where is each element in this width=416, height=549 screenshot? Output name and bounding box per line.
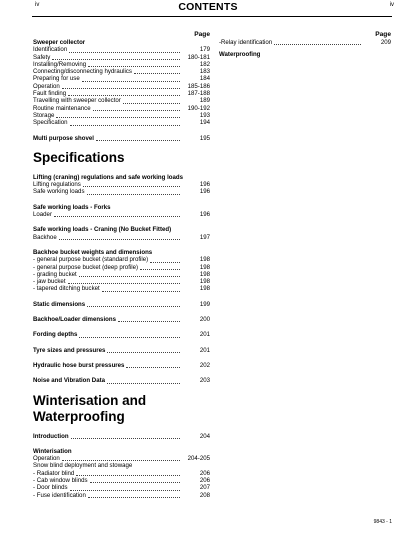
- leader-dots: [68, 95, 180, 96]
- toc-entry-label: - grading bucket: [33, 270, 77, 278]
- toc-entry-page: 198: [199, 270, 210, 278]
- toc-entry[interactable]: [33, 181, 210, 188]
- page-number-left: iv: [35, 2, 40, 8]
- toc-entry-page: 180-181: [187, 53, 210, 61]
- subsection-title-snow-blind: Snow blind deployment and stowage: [33, 462, 133, 470]
- toc-entry[interactable]: [33, 54, 210, 61]
- toc-entry[interactable]: [33, 455, 210, 462]
- toc-entry[interactable]: [33, 470, 210, 477]
- header-rule: [32, 16, 392, 17]
- toc-entry-page: 209: [380, 39, 391, 46]
- toc-entry[interactable]: [33, 211, 210, 218]
- section-title-forks: Safe working loads - Forks: [33, 203, 111, 211]
- toc-entry[interactable]: [33, 188, 210, 195]
- toc-entry-page: 196: [199, 211, 210, 219]
- leader-dots: [140, 269, 180, 270]
- leader-dots: [69, 52, 180, 53]
- toc-entry-label: Installing/Removing: [33, 60, 87, 68]
- toc-entry-page: 193: [199, 111, 210, 119]
- toc-entry-noise[interactable]: [33, 377, 210, 384]
- section-title-waterproofing: Waterproofing: [219, 51, 261, 59]
- toc-entry-page: 194: [199, 119, 210, 127]
- toc-entry-page: 196: [199, 181, 210, 189]
- toc-entry-page: 182: [199, 60, 210, 68]
- leader-dots: [134, 73, 180, 74]
- toc-entry-label: -Relay identification: [219, 39, 273, 46]
- section-title-winterisation: Winterisation: [33, 447, 72, 455]
- toc-entry-label: Connecting/disconnecting hydraulics: [33, 68, 132, 76]
- toc-entry-page: 198: [199, 256, 210, 264]
- footer-code: 9843 - 1: [373, 519, 392, 525]
- toc-entry-label: Preparing for use: [33, 75, 80, 83]
- leader-dots: [87, 194, 181, 195]
- toc-entry[interactable]: [33, 484, 210, 491]
- leader-dots: [96, 140, 180, 141]
- toc-entry[interactable]: [33, 285, 210, 292]
- toc-entry-label: Travelling with sweeper collector: [33, 97, 121, 105]
- toc-entry-label: Fault finding: [33, 90, 67, 98]
- leader-dots: [107, 383, 180, 384]
- toc-entry-tyre[interactable]: [33, 347, 210, 354]
- toc-entry-page: 197: [199, 233, 210, 241]
- toc-entry-page: 185-186: [187, 82, 210, 90]
- toc-entry[interactable]: [33, 234, 210, 241]
- page-title: CONTENTS: [178, 1, 238, 13]
- toc-entry[interactable]: [33, 492, 210, 499]
- toc-entry-page: 190-192: [187, 104, 210, 112]
- toc-entry[interactable]: [33, 83, 210, 90]
- chapter-heading-line-2: Waterproofing: [33, 408, 125, 424]
- toc-entry-page: 198: [199, 285, 210, 293]
- leader-dots: [88, 66, 180, 67]
- toc-entry-label: - Cab window blinds: [33, 476, 88, 484]
- toc-entry-label: Hydraulic hose burst pressures: [33, 361, 125, 369]
- page-column-heading: Page: [375, 31, 391, 38]
- toc-entry-label: Fording depths: [33, 331, 78, 339]
- leader-dots: [62, 88, 180, 89]
- leader-dots: [88, 497, 180, 498]
- toc-entry[interactable]: [33, 105, 210, 112]
- toc-entry-page: 201: [199, 331, 210, 339]
- toc-entry-label: Introduction: [33, 432, 69, 440]
- leader-dots: [68, 283, 180, 284]
- leader-dots: [118, 321, 180, 322]
- toc-entry-static[interactable]: [33, 301, 210, 308]
- leader-dots: [102, 291, 180, 292]
- toc-entry-label: Routine maintenance: [33, 104, 91, 112]
- toc-entry-label: Noise and Vibration Data: [33, 377, 106, 385]
- toc-entry-page: 196: [199, 188, 210, 196]
- leader-dots: [70, 490, 180, 491]
- page-column-heading: Page: [194, 31, 210, 38]
- section-title-craning: Safe working loads - Craning (No Bucket Fitted): [33, 226, 172, 234]
- toc-entry[interactable]: [33, 75, 210, 82]
- toc-entry[interactable]: [33, 256, 210, 263]
- toc-entry-label: - jaw bucket: [33, 278, 66, 286]
- toc-entry-page: 201: [199, 346, 210, 354]
- leader-dots: [126, 367, 180, 368]
- section-title-lifting: Lifting (craning) regulations and safe working loads: [33, 173, 183, 181]
- toc-entry-label: Backhoe: [33, 233, 57, 241]
- leader-dots: [70, 125, 180, 126]
- toc-entry-page: 195: [199, 134, 210, 142]
- toc-entry[interactable]: [33, 119, 210, 126]
- leader-dots: [90, 482, 180, 483]
- toc-entry-page: 206: [199, 469, 210, 477]
- toc-entry[interactable]: [33, 271, 210, 278]
- toc-entry-label: Static dimensions: [33, 300, 86, 308]
- toc-entry-page: 204-205: [187, 455, 210, 463]
- toc-entry-label: Operation: [33, 455, 60, 463]
- section-title-bucket: Backhoe bucket weights and dimensions: [33, 248, 153, 256]
- toc-entry-label: Safety: [33, 53, 51, 61]
- toc-entry-introduction[interactable]: [33, 433, 210, 440]
- leader-dots: [79, 276, 180, 277]
- toc-entry-relay[interactable]: [219, 39, 391, 46]
- toc-entry-page: 189: [199, 97, 210, 105]
- leader-dots: [54, 216, 180, 217]
- toc-entry-page: 207: [199, 484, 210, 492]
- sweeper-list: [33, 46, 210, 126]
- toc-entry-page: 208: [199, 491, 210, 499]
- toc-entry-page: 183: [199, 68, 210, 76]
- toc-entry[interactable]: [33, 68, 210, 75]
- page-number-right: iv: [389, 2, 394, 8]
- toc-entry-page: 202: [199, 361, 210, 369]
- leader-dots: [59, 239, 180, 240]
- chapter-heading-specifications: Specifications: [33, 149, 125, 165]
- toc-entry[interactable]: [33, 61, 210, 68]
- leader-dots: [83, 186, 180, 187]
- leader-dots: [93, 110, 180, 111]
- toc-entry-page: 198: [199, 263, 210, 271]
- toc-entry-label: Loader: [33, 211, 52, 219]
- toc-entry-label: - general purpose bucket (standard profile): [33, 256, 149, 264]
- left-column: [33, 31, 210, 499]
- leader-dots: [107, 352, 180, 353]
- toc-entry-fording[interactable]: [33, 331, 210, 338]
- toc-entry[interactable]: [33, 90, 210, 97]
- section-title-sweeper: Sweeper collector: [33, 39, 86, 46]
- toc-entry-page: 199: [199, 300, 210, 308]
- toc-entry-hose[interactable]: [33, 362, 210, 369]
- toc-entry-label: Storage: [33, 111, 55, 119]
- right-column: [219, 31, 391, 59]
- toc-entry-page: 203: [199, 377, 210, 385]
- toc-entry-label: Multi purpose shovel: [33, 134, 94, 142]
- toc-entry-label: - Door blinds: [33, 484, 68, 492]
- toc-entry-page: 200: [199, 316, 210, 324]
- toc-entry-label: Specification: [33, 119, 68, 127]
- toc-entry[interactable]: [33, 278, 210, 285]
- leader-dots: [274, 44, 361, 45]
- toc-entry-backhoe-loader[interactable]: [33, 316, 210, 323]
- toc-entry-page: 184: [199, 75, 210, 83]
- leader-dots: [76, 475, 180, 476]
- toc-entry-page: 204: [199, 432, 210, 440]
- leader-dots: [123, 103, 180, 104]
- toc-entry-label: Operation: [33, 82, 60, 90]
- toc-entry-page: 179: [199, 46, 210, 54]
- leader-dots: [71, 438, 180, 439]
- toc-entry-page: 187-188: [187, 90, 210, 98]
- toc-entry-label: - general purpose bucket (deep profile): [33, 263, 139, 271]
- chapter-heading-winterisation: [33, 393, 210, 425]
- leader-dots: [79, 337, 180, 338]
- toc-entry-label: Lifting regulations: [33, 181, 81, 189]
- leader-dots: [82, 81, 180, 82]
- toc-entry-shovel[interactable]: [33, 135, 210, 142]
- toc-entry-label: - Fuse identification: [33, 491, 86, 499]
- leader-dots: [56, 117, 180, 118]
- toc-entry-label: Backhoe/Loader dimensions: [33, 316, 116, 324]
- toc-entry[interactable]: [33, 264, 210, 271]
- leader-dots: [87, 306, 180, 307]
- leader-dots: [62, 460, 180, 461]
- toc-entry-label: Safe working loads: [33, 188, 85, 196]
- toc-entry[interactable]: [33, 477, 210, 484]
- toc-entry[interactable]: [33, 97, 210, 104]
- leader-dots: [52, 59, 180, 60]
- toc-entry-label: Identification: [33, 46, 68, 54]
- leader-dots: [150, 262, 180, 263]
- toc-entry-page: 198: [199, 278, 210, 286]
- chapter-heading-line-1: Winterisation and: [33, 392, 147, 408]
- toc-entry-label: Tyre sizes and pressures: [33, 346, 106, 354]
- toc-entry[interactable]: [33, 46, 210, 53]
- toc-entry-label: - tapered ditching bucket: [33, 285, 100, 293]
- toc-entry-label: - Radiator blind: [33, 469, 75, 477]
- toc-entry[interactable]: [33, 112, 210, 119]
- toc-entry-page: 206: [199, 476, 210, 484]
